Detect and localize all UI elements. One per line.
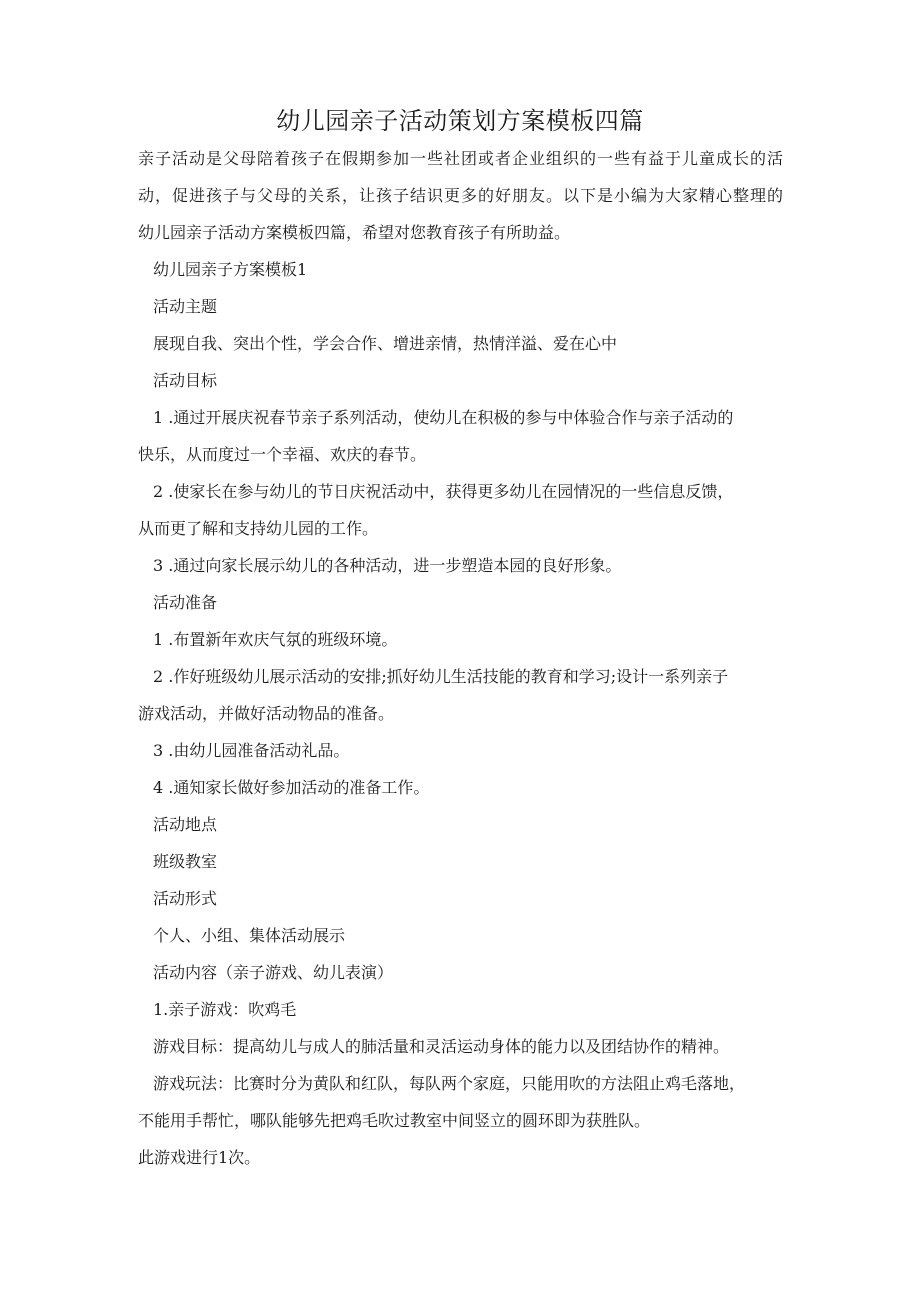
game-1-goal: 游戏目标：提高幼儿与成人的肺活量和灵活运动身体的能力以及团结协作的精神。 (153, 1037, 730, 1056)
prep-3: 3 .由幼儿园准备活动礼品。 (153, 741, 350, 760)
goal-3: 3 .通过向家长展示幼儿的各种活动，进一步塑造本园的良好形象。 (153, 556, 622, 575)
intro-line-3: 幼儿园亲子活动方案模板四篇，希望对您教育孩子有所助益。 (138, 223, 571, 242)
intro-line-2: 动，促进孩子与父母的关系，让孩子结识更多的好朋友。以下是小编为大家精心整理的 (138, 186, 783, 205)
prep-2-line-2: 游戏活动，并做好活动物品的准备。 (138, 704, 395, 723)
prep-heading: 活动准备 (153, 593, 218, 612)
goal-1-line-2: 快乐，从而度过一个幸福、欢庆的春节。 (138, 445, 427, 464)
section-heading-template-1: 幼儿园亲子方案模板1 (153, 260, 308, 279)
form-heading: 活动形式 (153, 889, 218, 908)
intro-line-1: 亲子活动是父母陪着孩子在假期参加一些社团或者企业组织的一些有益于儿童成长的活 (138, 149, 783, 168)
place-heading: 活动地点 (153, 815, 218, 834)
game-1-times: 此游戏进行1次。 (138, 1148, 261, 1167)
goal-1-line-1: 1 .通过开展庆祝春节亲子系列活动，使幼儿在积极的参与中体验合作与亲子活动的 (153, 408, 734, 427)
prep-4: 4 .通知家长做好参加活动的准备工作。 (153, 778, 430, 797)
prep-1: 1 .布置新年欢庆气氛的班级环境。 (153, 630, 398, 649)
goal-2-line-1: 2 .使家长在参与幼儿的节日庆祝活动中，获得更多幼儿在园情况的一些信息反馈， (153, 482, 734, 501)
place-text: 班级教室 (153, 852, 218, 871)
content-heading: 活动内容（亲子游戏、幼儿表演） (153, 963, 394, 982)
goals-heading: 活动目标 (153, 371, 218, 390)
document-title: 幼儿园亲子活动策划方案模板四篇 (276, 107, 644, 135)
game-1-title: 1.亲子游戏：吹鸡毛 (153, 1000, 297, 1019)
theme-heading: 活动主题 (153, 297, 218, 316)
goal-2-line-2: 从而更了解和支持幼儿园的工作。 (138, 519, 379, 538)
game-1-rules-line-1: 游戏玩法：比赛时分为黄队和红队，每队两个家庭，只能用吹的方法阻止鸡毛落地， (153, 1074, 746, 1093)
form-text: 个人、小组、集体活动展示 (153, 926, 346, 945)
prep-2-line-1: 2 .作好班级幼儿展示活动的安排;抓好幼儿生活技能的教育和学习;设计一系列亲子 (153, 667, 729, 686)
theme-text: 展现自我、突出个性，学会合作、增进亲情，热情洋溢、爱在心中 (153, 334, 618, 353)
game-1-rules-line-2: 不能用手帮忙，哪队能够先把鸡毛吹过教室中间竖立的圆环即为获胜队。 (138, 1111, 651, 1130)
